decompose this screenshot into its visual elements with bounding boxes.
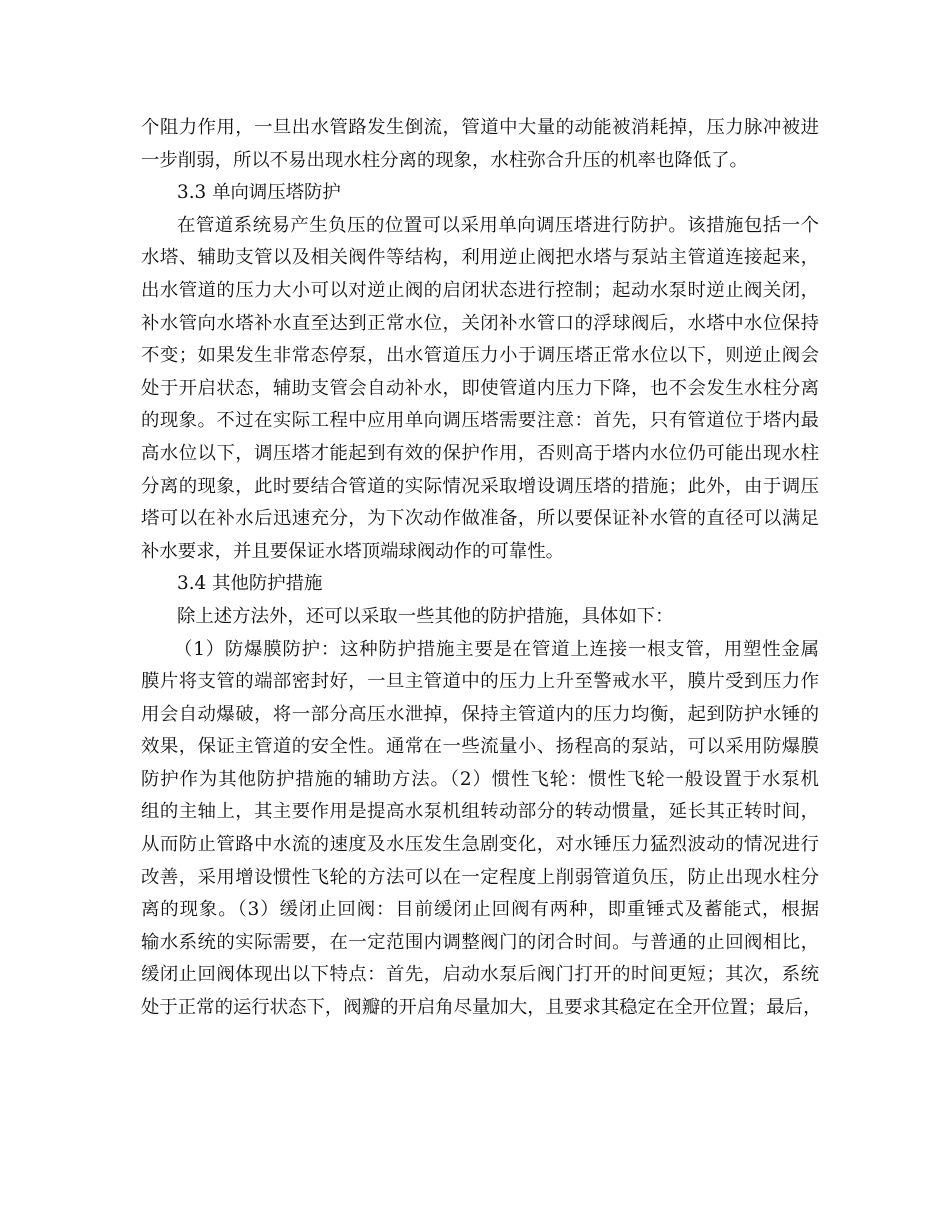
text-line: 组的主轴上，其主要作用是提高水泵机组转动部分的转动惯量，延长其正转时间， — [141, 801, 819, 823]
text-line: 离的现象。（3）缓闭止回阀：目前缓闭止回阀有两种，即重锤式及蓄能式，根据 — [141, 899, 819, 921]
text-line: 的现象。不过在实际工程中应用单向调压塔需要注意：首先，只有管道位于塔内最 — [141, 410, 819, 432]
document-body — [141, 112, 822, 1025]
section-heading-3-3: 3.3 单向调压塔防护 — [177, 182, 341, 204]
text-line: 个阻力作用，一旦出水管路发生倒流，管道中大量的动能被消耗掉，压力脉冲被进 — [141, 117, 819, 138]
text-line: 从而防止管路中水流的速度及水压发生急剧变化，对水锤压力猛烈波动的情况进行 — [141, 834, 819, 856]
text-line: 在管道系统易产生负压的位置可以采用单向调压塔进行防护。该措施包括一个 — [177, 214, 819, 236]
text-line: 改善，采用增设惯性飞轮的方法可以在一定程度上削弱管道负压，防止出现水柱分 — [141, 866, 819, 888]
text-line: 用会自动爆破，将一部分高压水泄掉，保持主管道内的压力均衡，起到防护水锤的 — [141, 703, 819, 725]
text-line: （1）防爆膜防护：这种防护措施主要是在管道上连接一根支管，用塑性金属 — [174, 638, 819, 660]
text-line: 水塔、辅助支管以及相关阀件等结构，利用逆止阀把水塔与泵站主管道连接起来， — [141, 247, 819, 269]
text-line: 效果，保证主管道的安全性。通常在一些流量小、扬程高的泵站，可以采用防爆膜 — [141, 736, 819, 758]
text-line: 一步削弱，所以不易出现水柱分离的现象，水柱弥合升压的机率也降低了。 — [141, 149, 748, 171]
section-heading-3-4: 3.4 其他防护措施 — [177, 573, 323, 595]
text-line: 缓闭止回阀体现出以下特点：首先，启动水泵后阀门打开的时间更短；其次，系统 — [141, 964, 819, 986]
text-line: 防护作为其他防护措施的辅助方法。（2）惯性飞轮：惯性飞轮一般设置于水泵机 — [141, 768, 819, 790]
text-line: 分离的现象，此时要结合管道的实际情况采取增设调压塔的措施；此外，由于调压 — [141, 475, 819, 497]
text-line: 膜片将支管的端部密封好，一旦主管道中的压力上升至警戒水平，膜片受到压力作 — [141, 671, 819, 693]
text-line: 补水要求，并且要保证水塔顶端球阀动作的可靠性。 — [141, 540, 564, 562]
text-line: 塔可以在补水后迅速充分，为下次动作做准备，所以要保证补水管的直径可以满足 — [141, 508, 819, 530]
text-line: 输水系统的实际需要，在一定范围内调整阀门的闭合时间。与普通的止回阀相比， — [141, 931, 819, 953]
text-line: 处于正常的运行状态下，阀瓣的开启角尽量加大，且要求其稳定在全开位置；最后， — [141, 997, 822, 1019]
text-line: 除上述方法外，还可以采取一些其他的防护措施，具体如下： — [177, 605, 674, 627]
text-line: 出水管道的压力大小可以对逆止阀的启闭状态进行控制；起动水泵时逆止阀关闭， — [141, 279, 819, 301]
text-line: 处于开启状态，辅助支管会自动补水，即使管道内压力下降，也不会发生水柱分离 — [141, 377, 819, 399]
text-line: 高水位以下，调压塔才能起到有效的保护作用，否则高于塔内水位仍可能出现水柱 — [141, 442, 819, 464]
text-line: 补水管向水塔补水直至达到正常水位，关闭补水管口的浮球阀后，水塔中水位保持 — [141, 312, 819, 334]
text-line: 不变；如果发生非常态停泵，出水管道压力小于调压塔正常水位以下，则逆止阀会 — [141, 345, 819, 367]
